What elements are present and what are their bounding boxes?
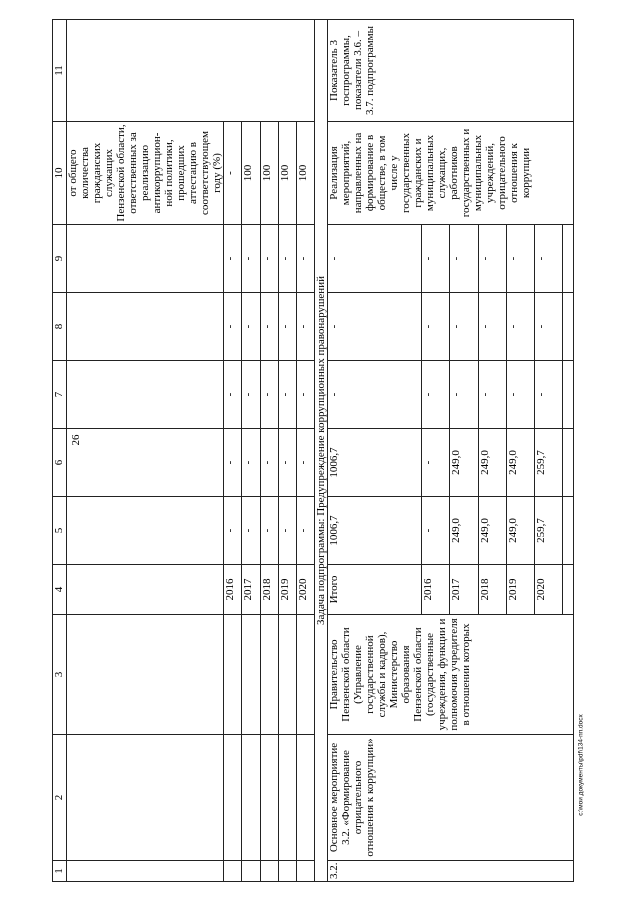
table-row xyxy=(67,20,224,882)
col-number: 11 xyxy=(53,20,67,122)
indicator-link: Показатель 3 госпрограммы, показатели 3.6. – 3.7. подпрограммы xyxy=(328,20,574,122)
col-number: 7 xyxy=(53,361,67,429)
table-row: 2018 - - - - - 100 xyxy=(260,20,278,882)
table-row: 2016 - - - - - xyxy=(422,20,450,882)
item-number: 3.2. xyxy=(328,861,574,882)
col-number: 4 xyxy=(53,565,67,615)
table-row: 2019 249,0 249,0 - - - xyxy=(506,20,534,882)
col-number: 10 xyxy=(53,122,67,225)
table-row: 2017 - - - - - 100 xyxy=(242,20,260,882)
year-cell: 2018 xyxy=(478,565,506,615)
table-row: 2018 249,0 249,0 - - - xyxy=(478,20,506,882)
col-number: 3 xyxy=(53,615,67,735)
year-cell: 2016 xyxy=(224,565,242,615)
table-row: 2020 259,7 259,7 - - - xyxy=(534,20,562,882)
year-cell: 2020 xyxy=(534,565,562,615)
table-row: 2019 - - - - - 100 xyxy=(278,20,296,882)
year-cell: 2018 xyxy=(260,565,278,615)
task-heading: Задача подпрограммы: Предупреждение коррупционных правонарушений xyxy=(315,20,328,882)
executor: Правительство Пензенской области (Управление государственной службы и кадров), Министерство образования Пензенской области (государственные учреждения, функции и полномочия учредителя в отношении которых xyxy=(328,615,574,735)
indicator-description: от общего количества гражданских служащих Пензенской области, ответственных за реализацию антикоррупцион-ной политики, прошедших аттестацию в соответствующем году (%) xyxy=(67,122,224,225)
year-cell: 2016 xyxy=(422,565,450,615)
table-row: 3.2. Основное мероприятие 3.2. «Формирование отрицательного отношения к коррупции» Правительство Пензенской области (Управление государственной службы и кадров), Министерство образования Пензенской области (государственные учреждения, функции и полномочия учредителя в отношении которых Итого 1006,7 1006,7 - - - Реализация мероприятий, направленных на формирование в обществе, в том числе у государственных гражданских и муниципальных служащих, работников государственных и муниципальных учреждений, отрицательного отношения к коррупции Показатель 3 госпрограммы, показатели 3.6. – 3.7. подпрограммы xyxy=(328,20,422,882)
header-row xyxy=(53,20,67,882)
measure-name: Основное мероприятие 3.2. «Формирование отрицательного отношения к коррупции» xyxy=(328,735,574,861)
year-cell: 2019 xyxy=(278,565,296,615)
rotated-table-wrapper xyxy=(52,20,574,882)
task-heading-row xyxy=(315,20,328,882)
col-number: 8 xyxy=(53,293,67,361)
footer-file-path: c:\мои документы\pdf\134-пп.docx xyxy=(577,714,585,816)
table-row: 2017 249,0 249,0 - - - xyxy=(450,20,478,882)
col-number: 2 xyxy=(53,735,67,861)
col-number: 9 xyxy=(53,225,67,293)
year-cell: 2017 xyxy=(242,565,260,615)
year-cell: 2019 xyxy=(506,565,534,615)
table-row: 2020 - - - - - 100 xyxy=(297,20,315,882)
year-cell: 2017 xyxy=(450,565,478,615)
year-cell: 2020 xyxy=(297,565,315,615)
col-number: 6 xyxy=(53,429,67,497)
expected-result: Реализация мероприятий, направленных на формирование в обществе, в том числе у государственных гражданских и муниципальных служащих, работников государственных и муниципальных учреждений, отрицательного отношения к коррупции xyxy=(328,122,574,225)
year-cell: Итого xyxy=(328,565,422,615)
col-number: 5 xyxy=(53,497,67,565)
page-number: 26 xyxy=(70,434,82,446)
program-table xyxy=(52,19,574,882)
table-row: 2016 - - - - - - xyxy=(224,20,242,882)
col-number: 1 xyxy=(53,861,67,882)
